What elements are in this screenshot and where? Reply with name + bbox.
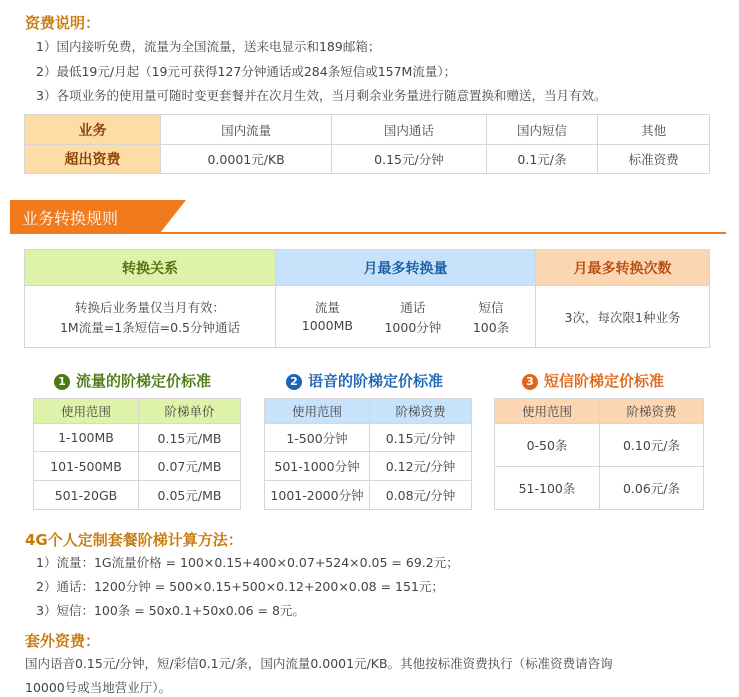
convert-times: 3次，每次限1种业务: [536, 286, 710, 348]
tier-price: 0.10元/条: [600, 424, 704, 467]
relation-line-1: 转换后业务量仅当月有效：: [74, 299, 225, 315]
convert-table: [24, 249, 710, 348]
tier-range: 1001-2000分钟: [265, 481, 370, 510]
tier-col-header: 使用范围: [34, 399, 139, 424]
tier-col-header: 阶梯资费: [600, 399, 704, 424]
number-3-icon: 3: [522, 374, 538, 390]
fee-line-2: 2）最低19元/月起（19元可获得127分钟通话或284条短信或157M流量）；: [36, 64, 457, 79]
example-title: 4G个人定制套餐阶梯计算方法：: [25, 531, 243, 549]
fee-table: [24, 114, 710, 174]
fee-row1-label: 业务: [25, 115, 161, 145]
tier-1-title: [54, 370, 211, 391]
tier-range: 1-100MB: [34, 424, 139, 452]
tier-price: 0.05元/MB: [139, 481, 241, 510]
amount-name: 短信: [478, 299, 504, 315]
tier-range: 0-50条: [495, 424, 600, 467]
tier-range: 501-20GB: [34, 481, 139, 510]
fee-title: 资费说明：: [25, 14, 101, 32]
tier-range: 101-500MB: [34, 452, 139, 481]
tier-range: 51-100条: [495, 467, 600, 510]
fee-col-price: 标准资费: [598, 145, 710, 174]
example-line-2: 2）通话：1200分钟 = 500×0.15+500×0.12+200×0.08 = 151元；: [36, 579, 444, 594]
relation-line-2: 1M流量=1条短信=0.5分钟通话: [59, 319, 241, 335]
tier-col-header: 阶梯资费: [370, 399, 472, 424]
tier-3-table: [494, 398, 704, 510]
banner-title: 业务转换规则: [22, 209, 119, 228]
fee-col-price: 0.1元/条: [486, 145, 598, 174]
tier-2-title-text: 语音的阶梯定价标准: [308, 372, 444, 390]
example-line-3: 3）短信：100条 = 50x0.1+50x0.06 = 8元。: [36, 603, 305, 618]
tier-1-title-text: 流量的阶梯定价标准: [76, 372, 212, 390]
tier-price: 0.08元/分钟: [370, 481, 472, 510]
tier-2-table: [264, 398, 472, 510]
amount-name: 流量: [314, 299, 340, 315]
tier-price: 0.15元/分钟: [370, 424, 472, 452]
convert-header: 转换关系: [25, 250, 276, 286]
extra-title: 套外资费：: [25, 632, 101, 650]
tier-price: 0.06元/条: [600, 467, 704, 510]
tier-col-header: 使用范围: [265, 399, 370, 424]
fee-row2-label: 超出资费: [25, 145, 161, 174]
tier-price: 0.15元/MB: [139, 424, 241, 452]
extra-line-2: 10000号或当地营业厅）。: [25, 680, 172, 695]
amount-item: [302, 298, 353, 336]
number-1-icon: 1: [54, 374, 70, 390]
fee-col-name: 其他: [598, 115, 710, 145]
tier-range: 1-500分钟: [265, 424, 370, 452]
fee-col-name: 国内通话: [332, 115, 486, 145]
tier-3-title: [522, 370, 664, 391]
banner-rule: [10, 232, 726, 234]
number-2-icon: 2: [286, 374, 302, 390]
example-line-1: 1）流量：1G流量价格 = 100×0.15+400×0.07+524×0.05 = 69.2元；: [36, 555, 459, 570]
fee-col-price: 0.15元/分钟: [332, 145, 486, 174]
extra-line-1: 国内语音0.15元/分钟，短/彩信0.1元/条，国内流量0.0001元/KB。其他按标准资费执行（标准资费请咨询: [25, 656, 613, 671]
amount-value: 1000MB: [301, 317, 353, 333]
amount-value: 100条: [472, 319, 510, 335]
fee-line-3: 3）各项业务的使用量可随时变更套餐并在次月生效，当月剩余业务量进行随意置换和赠送，当月有效。: [36, 88, 607, 103]
amount-item: [384, 298, 441, 336]
fee-col-name: 国内流量: [161, 115, 332, 145]
tier-3-title-text: 短信阶梯定价标准: [544, 372, 665, 390]
banner-tab-edge: [160, 200, 186, 233]
tier-price: 0.07元/MB: [139, 452, 241, 481]
fee-col-name: 国内短信: [486, 115, 598, 145]
tier-1-table: [33, 398, 241, 510]
convert-header: 月最多转换次数: [536, 250, 710, 286]
convert-header: 月最多转换量: [276, 250, 536, 286]
tier-col-header: 使用范围: [495, 399, 600, 424]
convert-relation: [25, 286, 276, 348]
fee-col-price: 0.0001元/KB: [161, 145, 332, 174]
tier-price: 0.12元/分钟: [370, 452, 472, 481]
amount-name: 通话: [400, 299, 426, 315]
tier-range: 501-1000分钟: [265, 452, 370, 481]
convert-amounts: [276, 286, 536, 348]
tier-2-title: [286, 370, 443, 391]
amount-value: 1000分钟: [384, 319, 442, 335]
fee-line-1: 1）国内接听免费，流量为全国流量，送来电显示和189邮箱；: [36, 39, 381, 54]
tier-col-header: 阶梯单价: [139, 399, 241, 424]
amount-item: [473, 298, 509, 336]
